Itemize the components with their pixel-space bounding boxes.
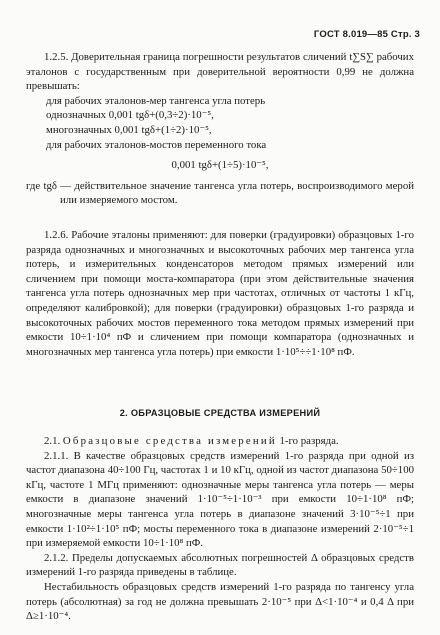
instability-text: Нестабильность образцовых средств измерений 1-го разряда по тангенсу угла потерь (абсолютная) за год не должна превышать 2·10⁻⁵ при Δ<1·10⁻⁴ и 0,4 Δ при Δ≥1·10⁻⁴.	[26, 580, 414, 623]
bridges-intro: для рабочих эталонов-мостов переменного тока	[46, 138, 267, 151]
clause-2-1-number: 2.1.	[44, 435, 61, 447]
page-header: ГОСТ 8.019—85 Стр. 3	[313, 29, 420, 40]
clause-2-1-text	[26, 434, 414, 449]
clause-2-1-2-text: 2.1.2. Пределы допускаемых абсолютных погрешностей Δ образцовых средств измерений 1-го разряда приведены в таблице.	[26, 551, 414, 579]
single-valued-formula: однозначных 0,001 tgδ+(0,3÷2)·10⁻⁵,	[46, 109, 214, 122]
clause-2-1-spaced-title: Образцовые средства измерений	[62, 435, 277, 447]
clause-2-1	[26, 434, 414, 624]
clause-1-2-6-text: 1.2.6. Рабочие эталоны применяют: для поверки (градуировки) образцовых 1-го разряда однозначных и многозначных и высокоточных рабочих мер тангенса угла потерь, и измерительных конденсаторов методом прямых измерений или сличением при помощи моста-компаратора (при этом действительные значения тангенса угла потерь однозначных мер при частотах, отличных от частоты 1 кГц, определяют калибровкой); для поверки (градуировки) образцовых 1-го разряда и высокоточных рабочих мостов переменного тока методом прямых измерений при емкости 10÷1·10⁴ пФ и сличением при помощи компаратора (однозначных и многозначных мер тангенса угла потерь) при емкости 1·10⁵÷÷1·10⁸ пФ.	[26, 229, 414, 358]
clause-2-1-end: 1-го разряда.	[279, 435, 339, 447]
clause-1-2-5	[26, 50, 414, 208]
where-definition: где tgδ — действительное значение тангенса угла потерь, воспроизводимого мерой или измеряемого мостом.	[26, 179, 414, 207]
multi-valued-formula: многозначных 0,001 tgδ+(1÷2)·10⁻⁵,	[46, 123, 212, 136]
clause-2-1-1-text: 2.1.1. В качестве образцовых средств измерений 1-го разряда при одной из частот диапазона 40÷100 Гц, частотах 1 и 10 кГц, одной из частот диапазона 50÷100 кГц, частоте 1 МГц применяют: однозначные меры тангенса угла потерь — меры емкости в диапазоне значений 1·10⁻⁵÷1·10⁻³ при емкости 10÷1·10⁸ пФ; многозначные меры тангенса угла потерь в диапазоне значений 3·10⁻⁵÷1 при емкости 1·10²÷1·10⁵ пФ; мосты переменного тока в диапазоне измерений 2·10⁻⁵÷1 при измеряемой емкости 10÷1·10⁸ пФ.	[26, 449, 414, 550]
bridge-formula: 0,001 tgδ+(1÷5)·10⁻⁵,	[171, 159, 269, 172]
clause-1-2-5-text: 1.2.5. Доверительная граница погрешности результатов сличений t∑S∑ рабочих эталонов с государственным при доверительной вероятности 0,99 не должна превышать:	[26, 51, 414, 93]
section-2	[26, 406, 414, 421]
measures-intro: для рабочих эталонов-мер тангенса угла потерь	[46, 94, 266, 107]
clause-1-2-6	[26, 228, 414, 359]
section-title: 2. ОБРАЗЦОВЫЕ СРЕДСТВА ИЗМЕРЕНИЙ	[119, 408, 321, 418]
